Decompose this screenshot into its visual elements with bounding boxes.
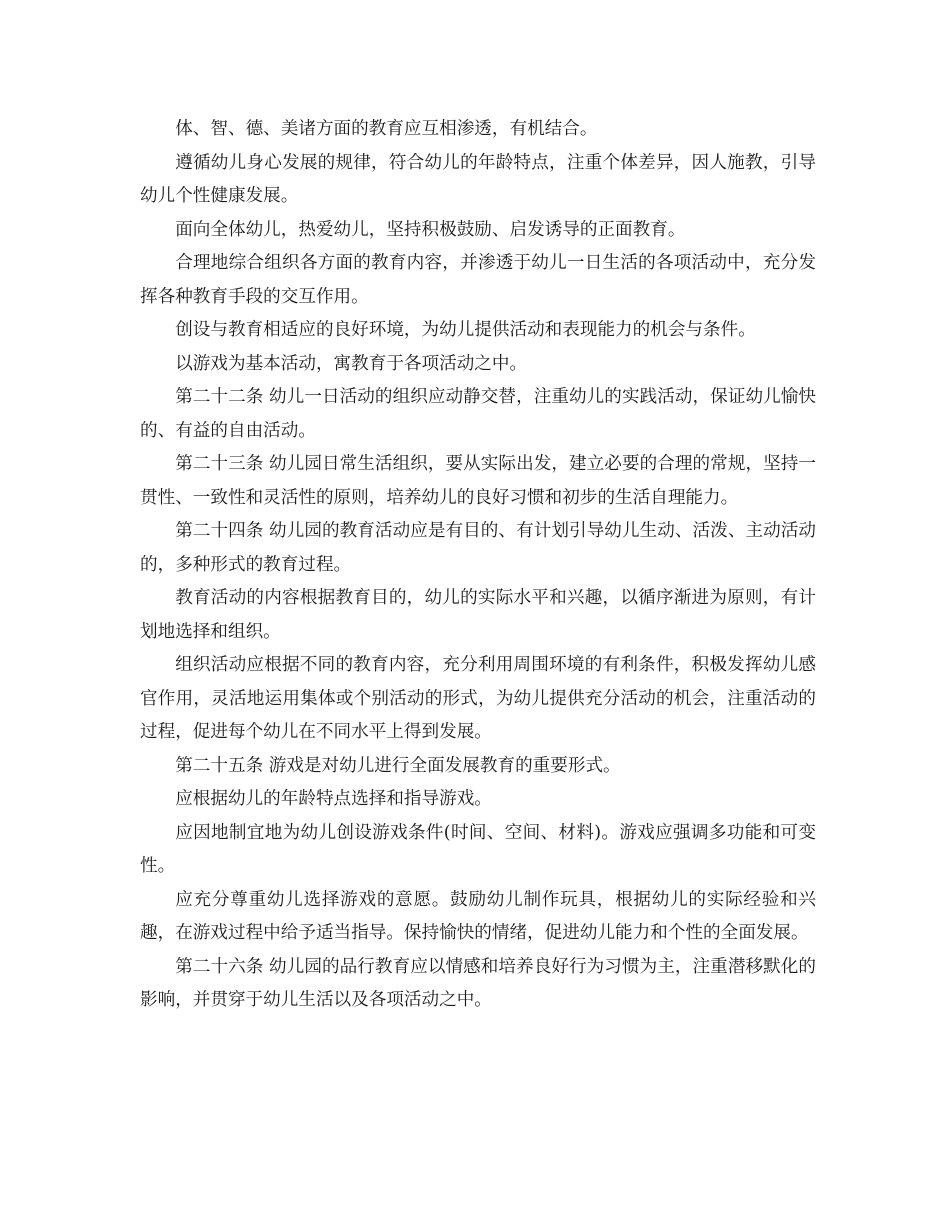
paragraph: 合理地综合组织各方面的教育内容，并渗透于幼儿一日生活的各项活动中，充分发挥各种教育手段的交互作用。: [140, 253, 816, 307]
document-body: [140, 113, 816, 1018]
paragraph: 面向全体幼儿，热爱幼儿，坚持积极鼓励、启发诱导的正面教育。: [175, 219, 686, 240]
paragraph: 体、智、德、美诸方面的教育应互相渗透，有机结合。: [175, 119, 598, 139]
paragraph: 组织活动应根据不同的教育内容，充分利用周围环境的有利条件，积极发挥幼儿感官作用，灵活地运用集体或个别活动的形式，为幼儿提供充分活动的机会，注重活动的过程，促进每个幼儿在不同水平上得到发展。: [140, 655, 816, 742]
article-23-paragraph: 第二十三条 幼儿园日常生活组织，要从实际出发，建立必要的合理的常规，坚持一贯性、一致性和灵活性的原则，培养幼儿的良好习惯和初步的生活自理能力。: [140, 454, 816, 508]
paragraph: 应充分尊重幼儿选择游戏的意愿。鼓励幼儿制作玩具，根据幼儿的实际经验和兴趣，在游戏过程中给予适当指导。保持愉快的情绪，促进幼儿能力和个性的全面发展。: [140, 889, 816, 943]
paragraph: 教育活动的内容根据教育目的，幼儿的实际水平和兴趣，以循序渐进为原则，有计划地选择和组织。: [140, 588, 816, 642]
paragraph: 遵循幼儿身心发展的规律，符合幼儿的年龄特点，注重个体差异，因人施教，引导幼儿个性健康发展。: [140, 152, 816, 206]
paragraph: 创设与教育相适应的良好环境，为幼儿提供活动和表现能力的机会与条件。: [175, 320, 756, 340]
paragraph: 应根据幼儿的年龄特点选择和指导游戏。: [175, 789, 492, 809]
article-24-paragraph: 第二十四条 幼儿园的教育活动应是有目的、有计划引导幼儿生动、活泼、主动活动的，多种形式的教育过程。: [140, 521, 816, 575]
article-22-paragraph: 第二十二条 幼儿一日活动的组织应动静交替，注重幼儿的实践活动，保证幼儿愉快的、有益的自由活动。: [140, 387, 816, 441]
paragraph: 以游戏为基本活动，寓教育于各项活动之中。: [175, 353, 528, 374]
paragraph: 应因地制宜地为幼儿创设游戏条件(时间、空间、材料)。游戏应强调多功能和可变性。: [140, 822, 816, 876]
article-26-paragraph: 第二十六条 幼儿园的品行教育应以情感和培养良好行为习惯为主，注重潜移默化的影响，并贯穿于幼儿生活以及各项活动之中。: [140, 956, 816, 1010]
article-25-paragraph: 第二十五条 游戏是对幼儿进行全面发展教育的重要形式。: [175, 755, 621, 776]
